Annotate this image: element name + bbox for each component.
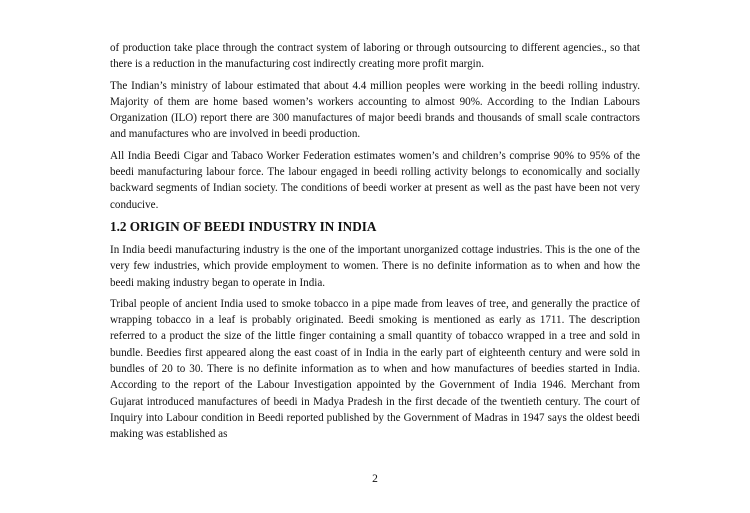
paragraph-cottage-industry: In India beedi manufacturing industry is the one of the important unorganized cottage industries. This is the one of the very few industries, which provide employment to women. There is no definite information as to when and how the beedi making industry began to operate in India. [110, 243, 640, 289]
document-page [110, 40, 640, 448]
section-heading: 1.2 ORIGIN OF BEEDI INDUSTRY IN INDIA [110, 218, 377, 234]
paragraph-worker-federation: All India Beedi Cigar and Tabaco Worker Federation estimates women’s and children’s comprise 90% to 95% of the beedi manufacturing labour force. The labour engaged in beedi rolling activity belongs to economically and socially backward segments of Indian society. The conditions of beedi worker at present as well as the past have been not very conducive. [110, 149, 640, 211]
paragraph-contract-system: of production take place through the contract system of laboring or through outsourcing to different agencies., so that there is a reduction in the manufacturing cost indirectly creating more profit margin. [110, 42, 640, 71]
paragraph-tribal-history: Tribal people of ancient India used to smoke tobacco in a pipe made from leaves of tree, and generally the practice of wrapping tobacco in a leaf is probably originated. Beedi smoking is mentioned as early as 1711. The description referred to a product the size of the little finger containing a small quantity of tobacco wrapped in a tree and sold in bundle. Beedies first appeared along the east coast of in India in the early part of eighteenth century and were sold in bundles of 20 to 30. There is no definite information as to when and how manufactures of beedies started in India. According to the report of the Labour Investigation appointed by the Government of India 1946. Merchant from Gujarat introduced manufactures of beedi in Madya Pradesh in the first decade of the twentieth century. The court of Inquiry into Labour condition in Beedi reported published by the Government of Madras in 1947 says the oldest beedi making was established as [110, 297, 640, 441]
paragraph-ministry-of-labour: The Indian’s ministry of labour estimated that about 4.4 million peoples were working in the beedi rolling industry. Majority of them are home based women’s workers accounting to almost 90%. According to the Indian Labours Organization (ILO) report there are 300 manufactures of major beedi brands and thousands of small scale contractors and manufactures who are involved in beedi production. [110, 79, 640, 141]
page-number: 2 [372, 473, 378, 485]
